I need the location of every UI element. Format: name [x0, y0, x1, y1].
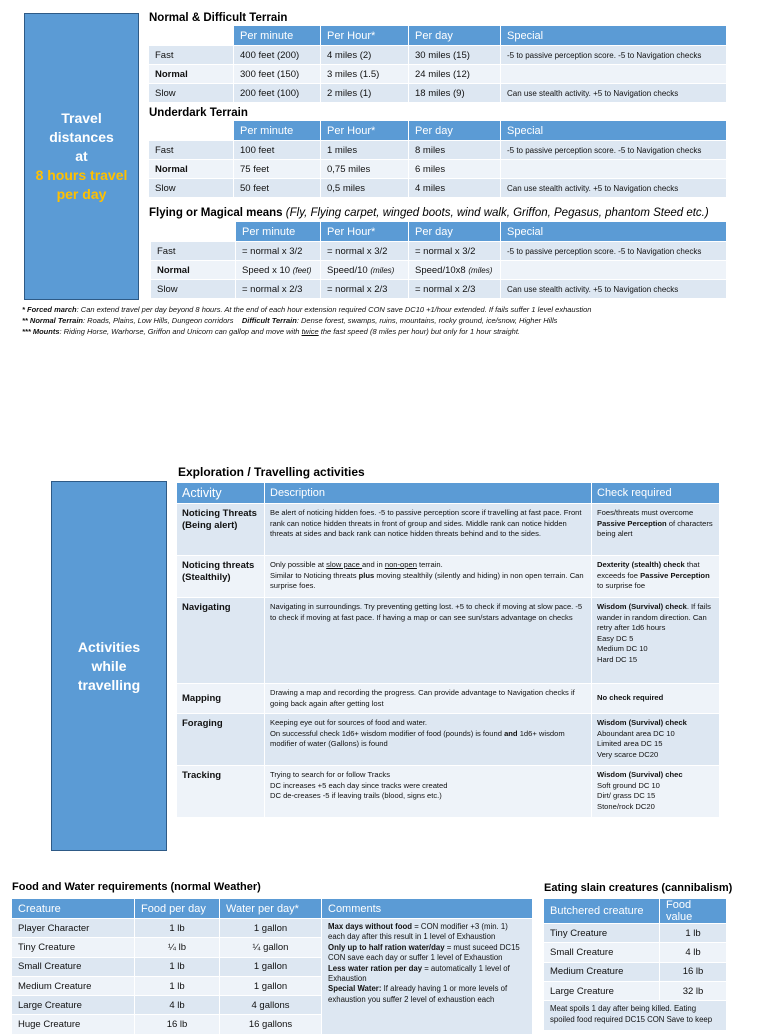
creature-cell: Huge Creature: [12, 1015, 135, 1034]
activity-check: [592, 556, 720, 598]
per-hour-cell: 1 miles: [321, 141, 409, 160]
comment-text: = CON modifier +3 (min. 1) each day after this result in 1 level of Exhaustion: [328, 922, 508, 942]
footnote-mounts: [22, 326, 752, 337]
header-per-hour: Per Hour*: [321, 222, 409, 242]
table-row: [544, 1001, 727, 1031]
travel-footnotes: [22, 304, 752, 337]
header-comments: Comments: [322, 899, 533, 919]
footnote-label: *** Mounts: [22, 327, 60, 336]
desc-text: moving stealthily (silently and hiding) in non open terrain. Can surprise foes.: [270, 570, 584, 591]
dc-line: Soft ground DC 10: [597, 780, 660, 790]
per-minute-cell: 75 feet: [234, 160, 321, 179]
dc-line: Medium DC 10: [597, 644, 648, 654]
dc-line: Very scarce DC20: [597, 749, 659, 759]
header-water-per-day: Water per day*: [220, 899, 322, 919]
header-special: Special: [501, 121, 727, 141]
activity-check: [592, 598, 720, 684]
activities-side-line2: while: [91, 657, 127, 674]
special-cell: Can use stealth activity. +5 to Navigation checks: [501, 84, 727, 103]
per-minute-cell: = normal x 2/3: [236, 280, 321, 299]
footnote-label: ** Normal Terrain: [22, 316, 83, 325]
dc-line: Stone/rock DC20: [597, 801, 655, 811]
per-day-cell: 4 miles: [409, 179, 501, 198]
per-minute-cell: 300 feet (150): [234, 65, 321, 84]
dc-line: Hard DC 15: [597, 654, 638, 664]
comment-text: = automatically 1 level of Exhaustion: [328, 963, 510, 984]
creature-cell: Tiny Creature: [544, 924, 660, 943]
special-cell: -5 to passive perception score. -5 to Navigation checks: [501, 46, 727, 65]
activity-description: Be alert of noticing hidden foes. -5 to passive perception score if travelling at fast pace. Front rank can notice hidden threats in front of group and sides. Middle rank can notice hidden threats at sides and back rank can notice hidden threats behind and to the sides.: [265, 504, 592, 556]
pace-cell: Fast: [149, 46, 234, 65]
slain-creatures-table: [543, 898, 727, 1031]
per-day-cell: = normal x 2/3: [409, 280, 501, 299]
table-header-row: [12, 899, 533, 919]
desc-non-open: non-open: [384, 560, 417, 569]
check-text-bold: Dexterity (stealth) check: [597, 560, 685, 569]
comment-label: Only up to half ration water/day: [328, 942, 445, 952]
pace-cell: Fast: [151, 242, 236, 261]
check-text-bold: Wisdom (Survival) chec: [597, 770, 683, 780]
header-per-minute: Per minute: [236, 222, 321, 242]
travel-side-box: [24, 13, 139, 300]
water-cell: 1 gallon: [220, 919, 322, 938]
desc-text: Only possible at: [270, 560, 327, 569]
check-text-bold: Passive Perception: [597, 518, 667, 528]
per-day-cell: 6 miles: [409, 160, 501, 179]
header-activity: Activity: [177, 483, 265, 504]
table-row: [12, 919, 533, 938]
activity-name: Noticing threats (Stealthily): [177, 556, 265, 598]
special-cell: [501, 160, 727, 179]
check-text-bold: Wisdom (Survival) check: [597, 718, 687, 728]
table-row: [149, 179, 727, 198]
special-cell: Can use stealth activity. +5 to Navigation checks: [501, 179, 727, 198]
flying-title-main: Flying or Magical means: [149, 207, 283, 219]
dc-line: Dirt/ grass DC 15: [597, 791, 656, 801]
table-row: [177, 714, 720, 766]
per-hour-unit: (miles): [370, 265, 395, 275]
header-per-day: Per day: [409, 222, 501, 242]
activities-side-line1: Activities: [77, 638, 141, 655]
water-cell: 1 gallon: [220, 976, 322, 995]
table-row: [177, 684, 720, 714]
normal-terrain-table: [148, 25, 727, 103]
table-row: [544, 943, 727, 962]
activity-name: Foraging: [177, 714, 265, 766]
table-row: [544, 962, 727, 981]
header-per-minute: Per minute: [234, 26, 321, 46]
footnote-terrain: [22, 315, 752, 326]
per-day-cell: 8 miles: [409, 141, 501, 160]
dc-line: Limited area DC 15: [597, 739, 663, 749]
table-row: [149, 65, 727, 84]
activity-description: [265, 766, 592, 818]
per-hour-value: Speed/10: [327, 264, 368, 276]
flying-table: [150, 221, 727, 299]
food-cell: 1 lb: [135, 919, 220, 938]
footnote-text: : Can extend travel per day beyond 8 hours. At the end of each hour extension required CON save DC10 +1/hour extended. If fails suffer 1 level exhaustion: [76, 305, 592, 314]
activities-side-box: [51, 481, 167, 851]
pace-cell: Slow: [149, 179, 234, 198]
check-text: . If fails wander in random direction. Can retry after 1d6 hours: [597, 602, 711, 633]
creature-cell: Player Character: [12, 919, 135, 938]
table-row: [177, 598, 720, 684]
activity-check: [592, 684, 720, 714]
food-title: Food and Water requirements (normal Weather): [12, 881, 261, 893]
activity-name: Navigating: [177, 598, 265, 684]
header-per-hour: Per Hour*: [321, 26, 409, 46]
comments-cell: [322, 919, 533, 1035]
pace-cell: Normal: [151, 261, 236, 280]
special-cell: [501, 261, 727, 280]
check-text-bold: Passive Perception: [640, 570, 710, 580]
desc-plus: plus: [358, 570, 375, 580]
desc-text: Similar to Noticing threats: [270, 570, 359, 580]
per-hour-cell: = normal x 3/2: [321, 242, 409, 261]
value-cell: 4 lb: [660, 943, 727, 962]
flying-title: [149, 207, 709, 219]
dc-line: Easy DC 5: [597, 633, 634, 643]
underdark-terrain-table: [148, 120, 727, 198]
travel-side-line1: Travel: [61, 110, 102, 126]
pace-cell: Normal: [149, 160, 234, 179]
comment-label: Max days without food: [328, 922, 413, 931]
per-minute-cell: [236, 261, 321, 280]
per-day-cell: 24 miles (12): [409, 65, 501, 84]
header-check-required: Check required: [592, 483, 720, 504]
desc-text: terrain.: [416, 560, 443, 569]
desc-line: DC increases +5 each day since tracks were created: [270, 780, 448, 790]
comment-label: Special Water:: [328, 984, 382, 994]
flying-title-subtitle: (Fly, Flying carpet, winged boots, wind walk, Griffon, Pegasus, phantom Steed etc.): [285, 207, 709, 219]
activity-description: Navigating in surroundings. Try preventing getting lost. +5 to check if moving at slow pace. -5 to check if moving at fast pace. If having a map or can see sun/stars advantage on checks: [265, 598, 592, 684]
header-special: Special: [501, 26, 727, 46]
activity-description: [265, 714, 592, 766]
desc-and: and: [504, 728, 518, 738]
blank-header-cell: [149, 121, 234, 141]
table-row: [177, 504, 720, 556]
per-hour-cell: [321, 261, 409, 280]
header-butchered-creature: Butchered creature: [544, 899, 660, 924]
travel-side-line3: at: [75, 148, 88, 164]
header-food-per-day: Food per day: [135, 899, 220, 919]
pace-cell: Fast: [149, 141, 234, 160]
footnote-label: * Forced march: [22, 305, 77, 314]
blank-header-cell: [151, 222, 236, 242]
check-text: that exceeds foe: [597, 560, 700, 580]
food-water-table: [11, 898, 533, 1035]
per-minute-unit: (feet): [292, 265, 312, 275]
check-text: of characters being alert: [597, 518, 713, 539]
value-cell: 16 lb: [660, 962, 727, 981]
activity-name: Noticing Threats (Being alert): [177, 504, 265, 556]
table-header-row: [177, 483, 720, 504]
per-day-cell: [409, 261, 501, 280]
special-cell: -5 to passive perception score. -5 to Navigation checks: [501, 242, 727, 261]
per-minute-value: Speed x 10: [242, 264, 291, 276]
activity-name: Mapping: [177, 684, 265, 714]
table-row: [151, 261, 727, 280]
travel-side-line2: distances: [49, 129, 114, 145]
activity-check: [592, 766, 720, 818]
activity-description: [265, 556, 592, 598]
per-minute-cell: = normal x 3/2: [236, 242, 321, 261]
table-header-row: [149, 121, 727, 141]
underdark-terrain-title: Underdark Terrain: [149, 107, 248, 119]
table-header-row: [149, 26, 727, 46]
food-cell: ¼ lb: [135, 938, 220, 957]
special-cell: Can use stealth activity. +5 to Navigation checks: [501, 280, 727, 299]
special-cell: [501, 65, 727, 84]
footnote-text: : Roads, Plains, Low Hills, Dungeon corridors: [83, 316, 234, 325]
header-per-minute: Per minute: [234, 121, 321, 141]
desc-text: On successful check 1d6+ wisdom modifier of food (pounds) is found: [270, 728, 505, 738]
header-description: Description: [265, 483, 592, 504]
desc-text: 1d6+ wisdom modifier of water (Gallons) is found: [270, 728, 565, 749]
activity-check: [592, 504, 720, 556]
check-text: Foes/threats must overcome: [597, 508, 694, 517]
value-cell: 1 lb: [660, 924, 727, 943]
check-text: to surprise foe: [597, 581, 646, 591]
comment-label: Less water ration per day: [328, 963, 423, 973]
special-cell: -5 to passive perception score. -5 to Navigation checks: [501, 141, 727, 160]
creature-cell: Small Creature: [544, 943, 660, 962]
per-hour-cell: = normal x 2/3: [321, 280, 409, 299]
dc-line: Aboundant area DC 10: [597, 728, 675, 738]
creature-cell: Medium Creature: [12, 976, 135, 995]
creature-cell: Small Creature: [12, 957, 135, 976]
table-row: [151, 242, 727, 261]
activity-description: Drawing a map and recording the progress. Can provide advantage to Navigation checks if going back again after getting lost: [265, 684, 592, 714]
per-hour-cell: 2 miles (1): [321, 84, 409, 103]
header-food-value: Food value: [660, 899, 727, 924]
table-row: [177, 766, 720, 818]
per-hour-cell: 0,75 miles: [321, 160, 409, 179]
check-text-bold: No check required: [597, 693, 664, 703]
desc-line: DC de-creases -5 if leaving trails (blood, signs etc.): [270, 791, 442, 801]
check-text-bold: Wisdom (Survival) check: [597, 602, 687, 611]
creature-cell: Large Creature: [544, 981, 660, 1000]
desc-line: Keeping eye out for sources of food and water.: [270, 718, 428, 728]
footnote-text: the fast speed (8 miles per hour) but only for 1 hour straight.: [318, 327, 521, 336]
per-day-value: Speed/10x8: [415, 264, 466, 276]
water-cell: ¼ gallon: [220, 938, 322, 957]
creature-cell: Medium Creature: [544, 962, 660, 981]
header-per-hour: Per Hour*: [321, 121, 409, 141]
table-row: [544, 924, 727, 943]
normal-terrain-title: Normal & Difficult Terrain: [149, 12, 288, 24]
desc-line: [270, 729, 586, 750]
per-minute-cell: 100 feet: [234, 141, 321, 160]
per-hour-cell: 3 miles (1.5): [321, 65, 409, 84]
per-minute-cell: 50 feet: [234, 179, 321, 198]
food-cell: 4 lb: [135, 996, 220, 1015]
desc-line: Trying to search for or follow Tracks: [270, 770, 390, 780]
activities-title: Exploration / Travelling activities: [178, 465, 365, 479]
table-header-row: [544, 899, 727, 924]
per-hour-cell: 4 miles (2): [321, 46, 409, 65]
food-cell: 16 lb: [135, 1015, 220, 1034]
food-cell: 1 lb: [135, 976, 220, 995]
header-creature: Creature: [12, 899, 135, 919]
value-cell: 32 lb: [660, 981, 727, 1000]
table-row: [149, 84, 727, 103]
footnote-forced-march: [22, 304, 752, 315]
pace-cell: Slow: [149, 84, 234, 103]
activity-check: [592, 714, 720, 766]
table-row: [149, 46, 727, 65]
water-cell: 4 gallons: [220, 996, 322, 1015]
table-row: [544, 981, 727, 1000]
travel-side-accent2: per day: [56, 186, 107, 202]
per-day-cell: 30 miles (15): [409, 46, 501, 65]
pace-cell: Normal: [149, 65, 234, 84]
table-header-row: [151, 222, 727, 242]
per-hour-cell: 0,5 miles: [321, 179, 409, 198]
footnote-label: Difficult Terrain: [241, 316, 297, 325]
slain-note: Meat spoils 1 day after being killed. Eating spoiled food required DC15 CON Save to keep: [544, 1001, 727, 1031]
header-special: Special: [501, 222, 727, 242]
per-minute-cell: 400 feet (200): [234, 46, 321, 65]
activities-side-line3: travelling: [77, 676, 141, 693]
footnote-text: : Riding Horse, Warhorse, Griffon and Unicorn can gallop and move with: [59, 327, 302, 336]
footnote-twice: twice: [301, 327, 319, 336]
footnote-text: : Dense forest, swamps, ruins, mountains, rocky ground, ice/snow, Higher Hills: [296, 316, 558, 325]
activity-name: Tracking: [177, 766, 265, 818]
desc-text: and in: [362, 560, 385, 569]
per-day-cell: 18 miles (9): [409, 84, 501, 103]
table-row: [149, 141, 727, 160]
per-minute-cell: 200 feet (100): [234, 84, 321, 103]
table-row: [151, 280, 727, 299]
header-per-day: Per day: [409, 121, 501, 141]
desc-slow-pace: slow pace: [326, 560, 363, 569]
per-day-cell: = normal x 3/2: [409, 242, 501, 261]
water-cell: 1 gallon: [220, 957, 322, 976]
activities-table: [176, 482, 720, 818]
comment-text: = must suceed DC15 CON save each day or suffer 1 level of Exhaustion: [328, 942, 520, 963]
pace-cell: Slow: [151, 280, 236, 299]
creature-cell: Large Creature: [12, 996, 135, 1015]
header-per-day: Per day: [409, 26, 501, 46]
creature-cell: Tiny Creature: [12, 938, 135, 957]
food-cell: 1 lb: [135, 957, 220, 976]
table-row: [177, 556, 720, 598]
water-cell: 16 gallons: [220, 1015, 322, 1034]
per-day-unit: (miles): [468, 265, 493, 275]
slain-title: Eating slain creatures (cannibalism): [544, 882, 733, 894]
comment-text: If already having 1 or more levels of exhaustion you suffer 2 level of exhaustion each: [328, 984, 508, 1004]
blank-header-cell: [149, 26, 234, 46]
table-row: [149, 160, 727, 179]
travel-side-accent1: 8 hours travel: [35, 167, 128, 183]
